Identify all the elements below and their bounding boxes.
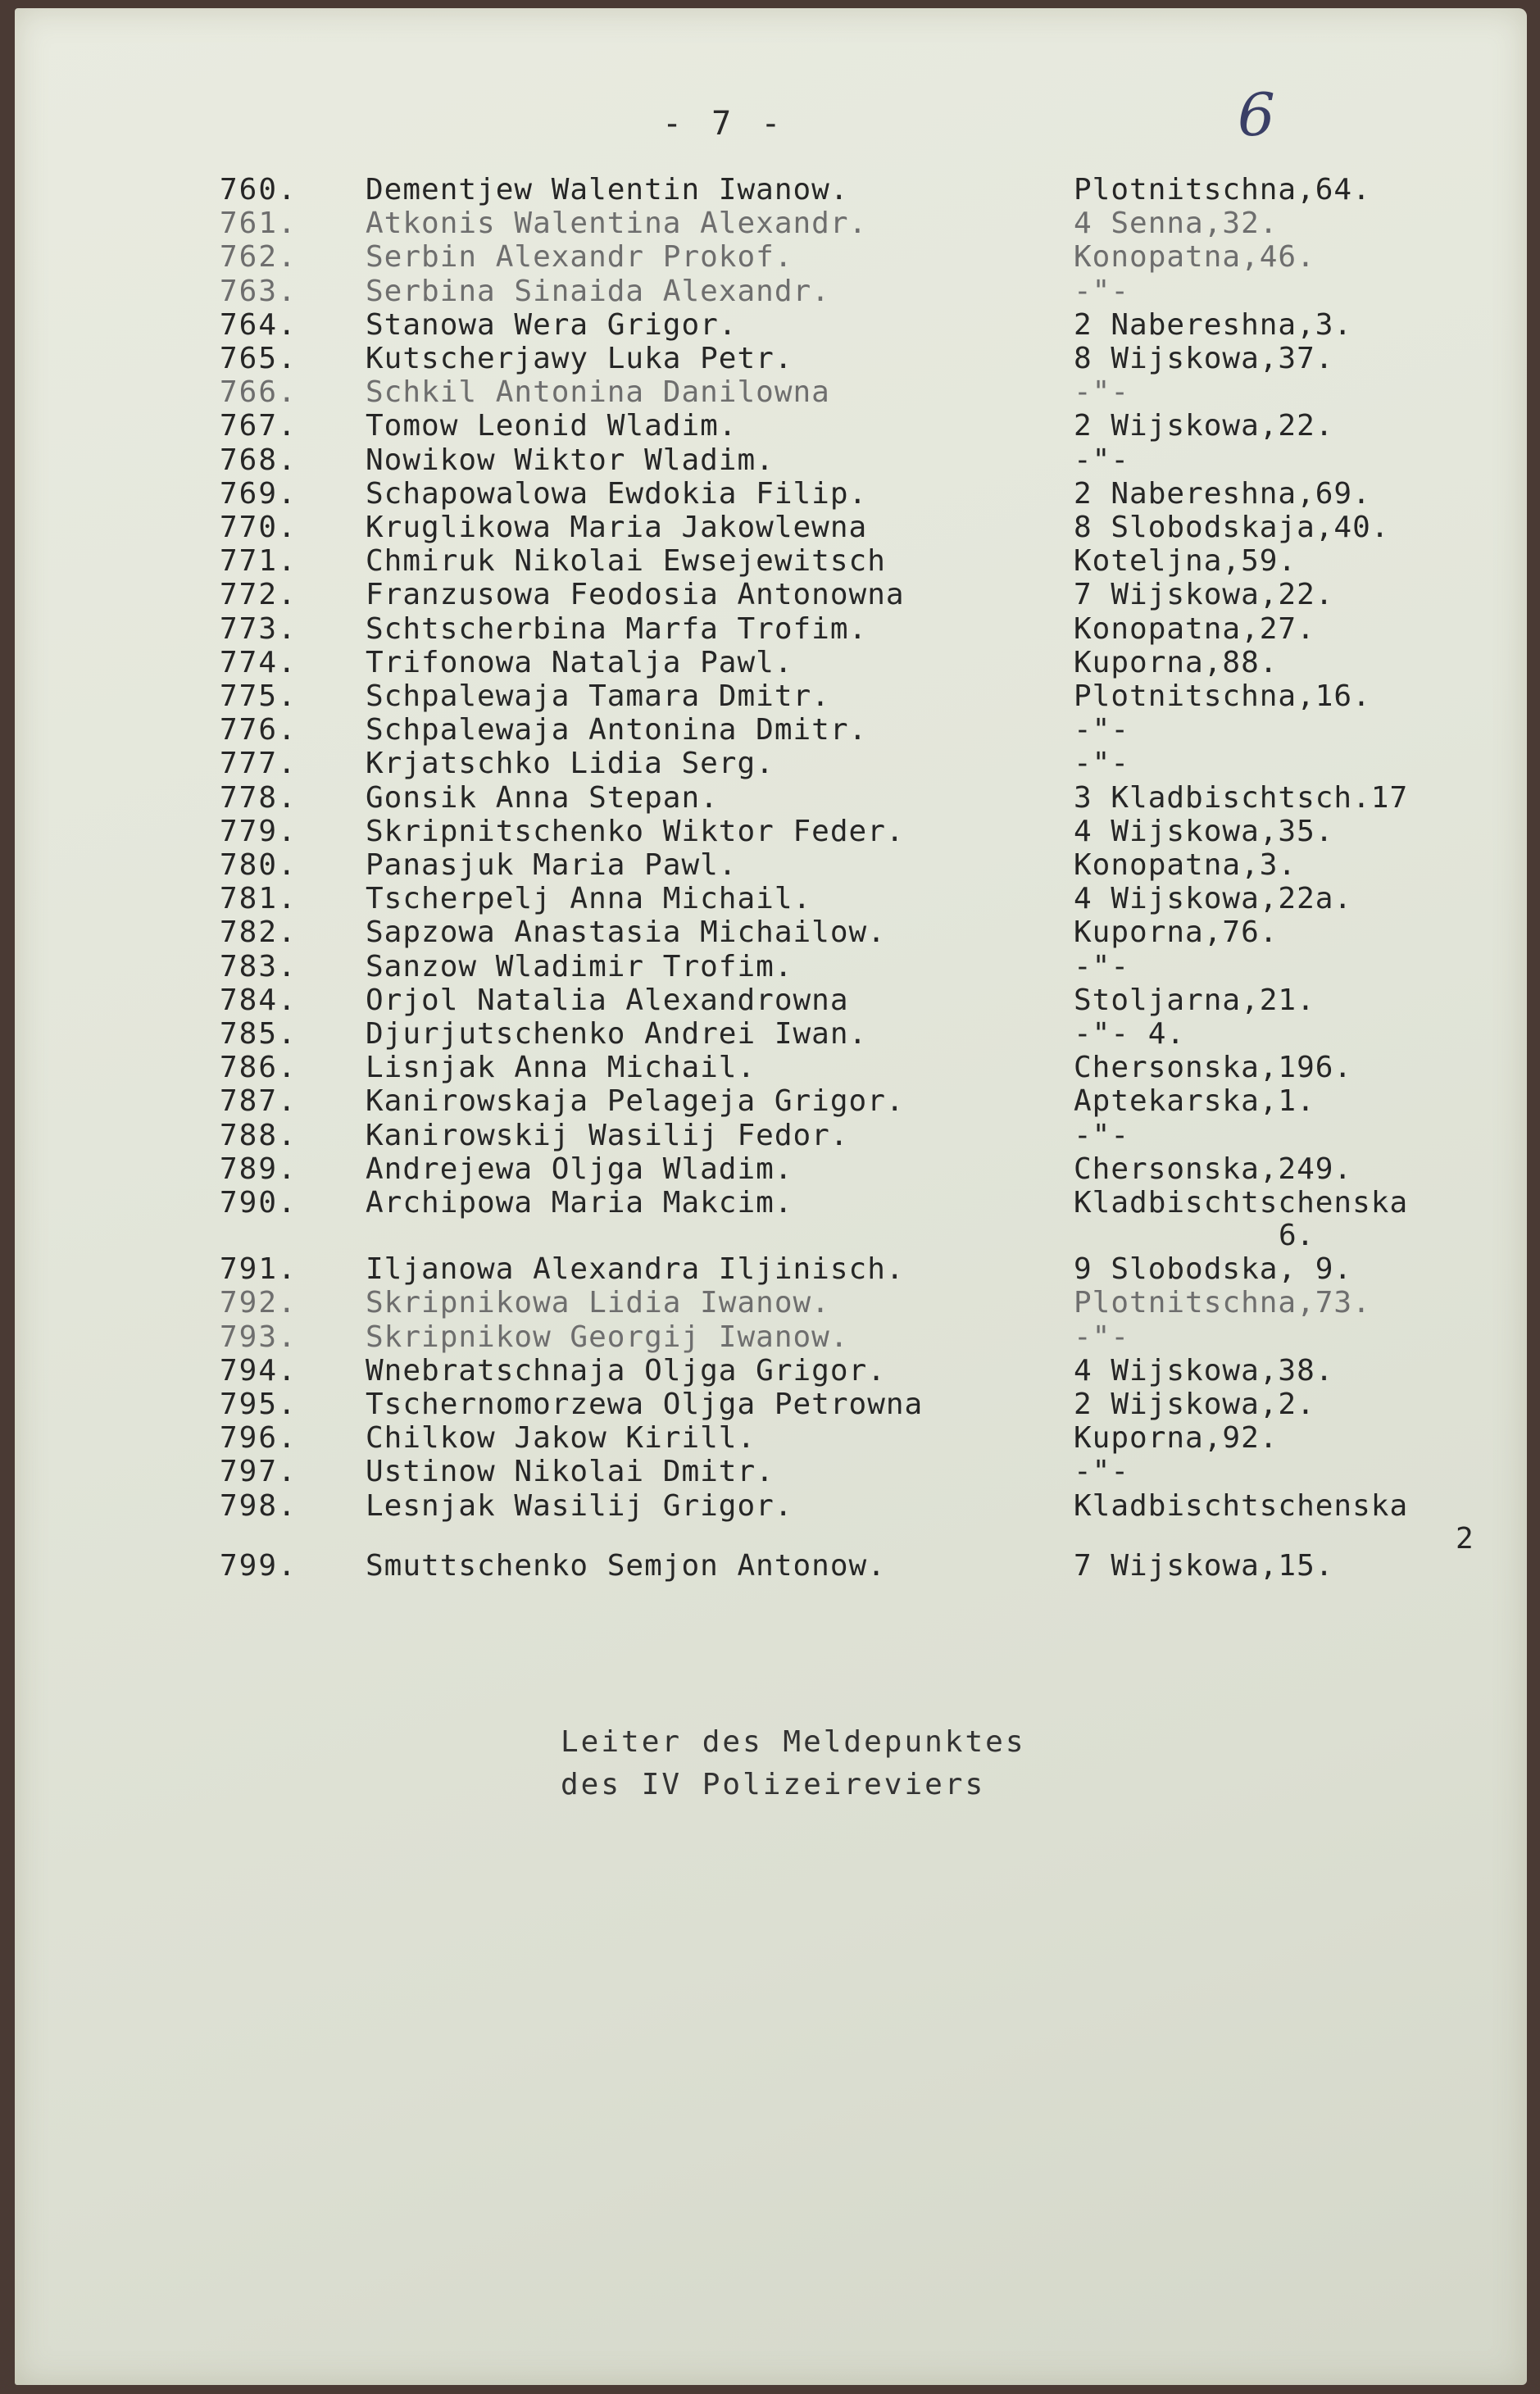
list-item: [0, 1355, 1540, 1388]
signature-block: [561, 1721, 1026, 1806]
entry-name: Skripnitschenko Wiktor Feder.: [366, 815, 905, 848]
entry-number: 792.: [220, 1286, 298, 1320]
entry-number: 779.: [220, 815, 298, 848]
entry-name: Kanirowskij Wasilij Fedor.: [366, 1119, 849, 1152]
entry-number: 778.: [220, 781, 298, 815]
list-item: [0, 680, 1540, 713]
entry-address: Kuporna,92.: [1074, 1421, 1279, 1455]
list-item: [0, 478, 1540, 511]
entry-address: Stoljarna,21.: [1074, 983, 1315, 1017]
entry-name: Chilkow Jakow Kirill.: [366, 1421, 756, 1455]
entry-number: 765.: [220, 342, 298, 375]
entry-name: Gonsik Anna Stepan.: [366, 781, 719, 815]
entry-name: Kanirowskaja Pelageja Grigor.: [366, 1084, 905, 1118]
entry-number: 769.: [220, 477, 298, 511]
entry-number: 795.: [220, 1388, 298, 1421]
entry-name: Lisnjak Anna Michail.: [366, 1051, 756, 1084]
entry-name: Panasjuk Maria Pawl.: [366, 848, 738, 882]
entry-number: 773.: [220, 612, 298, 646]
list-item: [0, 174, 1540, 207]
entry-name: Iljanowa Alexandra Iljinisch.: [366, 1252, 905, 1286]
signature-line-1: Leiter des Meldepunktes: [561, 1725, 1026, 1759]
list-item: [0, 207, 1540, 240]
entry-number: 796.: [220, 1421, 298, 1455]
entry-address: 4 Wijskowa,35.: [1074, 815, 1334, 848]
entry-name: Lesnjak Wasilij Grigor.: [366, 1489, 793, 1523]
entry-name: Serbina Sinaida Alexandr.: [366, 275, 830, 308]
entry-name: Kutscherjawy Luka Petr.: [366, 342, 793, 375]
entry-name: Dementjew Walentin Iwanow.: [366, 173, 849, 207]
entry-number: 787.: [220, 1084, 298, 1118]
page-number: - 7 -: [662, 105, 786, 143]
entry-address: Kladbischtschenska: [1074, 1489, 1409, 1523]
entry-name: Schkil Antonina Danilowna: [366, 375, 830, 409]
entry-address: 2 Nabereshna,69.: [1074, 477, 1371, 511]
entry-address: Aptekarska,1.: [1074, 1084, 1315, 1118]
entry-number: 775.: [220, 679, 298, 713]
entry-address: -"-: [1074, 375, 1130, 409]
entry-name: Kruglikowa Maria Jakowlewna: [366, 511, 868, 544]
list-item: [0, 1153, 1540, 1186]
entry-address: Plotnitschna,64.: [1074, 173, 1371, 207]
entry-number: 791.: [220, 1252, 298, 1286]
entry-name: Ustinow Nikolai Dmitr.: [366, 1455, 775, 1488]
list-item: [0, 883, 1540, 915]
entry-address: 2 Wijskowa,2.: [1074, 1388, 1315, 1421]
entry-number: 784.: [220, 983, 298, 1017]
entry-number: 766.: [220, 375, 298, 409]
entry-address: 4 Wijskowa,22a.: [1074, 882, 1353, 915]
entry-name: Stanowa Wera Grigor.: [366, 308, 738, 342]
entry-address: Kuporna,76.: [1074, 915, 1279, 949]
entry-address: Kladbischtschenska: [1074, 1186, 1409, 1220]
entry-address: -"-: [1074, 747, 1130, 780]
list-item: [0, 916, 1540, 949]
entry-name: Trifonowa Natalja Pawl.: [366, 646, 793, 679]
entry-name: Andrejewa Oljga Wladim.: [366, 1152, 793, 1186]
entry-address: 2 Nabereshna,3.: [1074, 308, 1353, 342]
entry-address-continued: 6.: [1279, 1219, 1315, 1252]
entry-name: Krjatschko Lidia Serg.: [366, 747, 775, 780]
list-item: [0, 1550, 1540, 1583]
entry-number: 763.: [220, 275, 298, 308]
entry-number: 783.: [220, 950, 298, 983]
entry-number: 788.: [220, 1119, 298, 1152]
entry-number: 764.: [220, 308, 298, 342]
entry-number: 761.: [220, 207, 298, 240]
entry-name: Skripnikowa Lidia Iwanow.: [366, 1286, 830, 1320]
entry-name: Skripnikow Georgij Iwanow.: [366, 1320, 849, 1354]
entry-address: -"-: [1074, 1320, 1130, 1354]
entry-name: Nowikow Wiktor Wladim.: [366, 443, 775, 477]
entry-address: Koteljna,59.: [1074, 544, 1297, 578]
list-item: [0, 1456, 1540, 1488]
entry-name: Atkonis Walentina Alexandr.: [366, 207, 868, 240]
entry-number: 798.: [220, 1489, 298, 1523]
entry-address: -"-: [1074, 275, 1130, 308]
entry-address: -"-: [1074, 1455, 1130, 1488]
entry-address: 4 Senna,32.: [1074, 207, 1279, 240]
entry-name: Schapowalowa Ewdokia Filip.: [366, 477, 868, 511]
folio-number: 6: [1238, 80, 1275, 149]
list-item: [0, 1422, 1540, 1455]
entry-address: -"-: [1074, 950, 1130, 983]
list-item: [0, 1489, 1540, 1556]
entry-name: Tscherpelj Anna Michail.: [366, 882, 812, 915]
entry-number: 768.: [220, 443, 298, 477]
entry-number: 789.: [220, 1152, 298, 1186]
entry-address: 7 Wijskowa,15.: [1074, 1549, 1334, 1583]
list-item: [0, 613, 1540, 646]
list-item: [0, 1287, 1540, 1320]
entry-address: Chersonska,196.: [1074, 1051, 1353, 1084]
list-item: [0, 782, 1540, 815]
entry-name: Tschernomorzewa Oljga Petrowna: [366, 1388, 924, 1421]
entry-address: Plotnitschna,73.: [1074, 1286, 1371, 1320]
entry-address: 4 Wijskowa,38.: [1074, 1354, 1334, 1388]
entry-address-continued: 2: [1456, 1522, 1474, 1556]
entry-number: 772.: [220, 578, 298, 611]
entry-number: 785.: [220, 1017, 298, 1051]
list-item: [0, 1321, 1540, 1354]
list-item: [0, 1018, 1540, 1051]
entry-address: -"-: [1074, 713, 1130, 747]
list-item: [0, 241, 1540, 274]
entry-name: Orjol Natalia Alexandrowna: [366, 983, 849, 1017]
entry-address: Konopatna,3.: [1074, 848, 1297, 882]
list-item: [0, 444, 1540, 477]
entry-name: Wnebratschnaja Oljga Grigor.: [366, 1354, 886, 1388]
entry-address: Konopatna,46.: [1074, 240, 1315, 274]
list-item: [0, 1186, 1540, 1252]
list-item: [0, 849, 1540, 882]
entry-name: Sanzow Wladimir Trofim.: [366, 950, 793, 983]
list-item: [0, 343, 1540, 375]
list-item: [0, 1120, 1540, 1152]
entry-number: 770.: [220, 511, 298, 544]
entry-number: 790.: [220, 1186, 298, 1220]
entry-number: 797.: [220, 1455, 298, 1488]
entry-name: Archipowa Maria Makcim.: [366, 1186, 793, 1220]
entry-name: Tomow Leonid Wladim.: [366, 409, 738, 443]
entry-number: 793.: [220, 1320, 298, 1354]
list-item: [0, 309, 1540, 342]
entry-address: 7 Wijskowa,22.: [1074, 578, 1334, 611]
entry-number: 760.: [220, 173, 298, 207]
signature-line-2: des IV Polizeireviers: [561, 1768, 986, 1801]
entry-number: 767.: [220, 409, 298, 443]
list-item: [0, 951, 1540, 983]
entry-number: 794.: [220, 1354, 298, 1388]
list-item: [0, 747, 1540, 780]
entry-address: -"-: [1074, 443, 1130, 477]
entry-number: 786.: [220, 1051, 298, 1084]
entry-number: 782.: [220, 915, 298, 949]
entry-address: Chersonska,249.: [1074, 1152, 1353, 1186]
entry-name: Serbin Alexandr Prokof.: [366, 240, 793, 274]
list-item: [0, 815, 1540, 848]
list-item: [0, 545, 1540, 578]
entry-address: -"- 4.: [1074, 1017, 1186, 1051]
entry-name: Smuttschenko Semjon Antonow.: [366, 1549, 886, 1583]
list-item: [0, 647, 1540, 679]
entry-number: 799.: [220, 1549, 298, 1583]
entry-number: 762.: [220, 240, 298, 274]
entry-address: -"-: [1074, 1119, 1130, 1152]
entry-name: Schpalewaja Antonina Dmitr.: [366, 713, 868, 747]
list-item: [0, 1085, 1540, 1118]
entry-address: 8 Wijskowa,37.: [1074, 342, 1334, 375]
entry-name: Franzusowa Feodosia Antonowna: [366, 578, 905, 611]
entry-number: 774.: [220, 646, 298, 679]
list-item: [0, 275, 1540, 308]
entry-name: Schtscherbina Marfa Trofim.: [366, 612, 868, 646]
list-item: [0, 579, 1540, 611]
entry-name: Sapzowa Anastasia Michailow.: [366, 915, 886, 949]
entry-address: Plotnitschna,16.: [1074, 679, 1371, 713]
list-item: [0, 511, 1540, 544]
entry-number: 780.: [220, 848, 298, 882]
list-item: [0, 1388, 1540, 1421]
entry-number: 781.: [220, 882, 298, 915]
list-item: [0, 410, 1540, 443]
entry-number: 776.: [220, 713, 298, 747]
entry-number: 771.: [220, 544, 298, 578]
list-item: [0, 1253, 1540, 1286]
list-item: [0, 714, 1540, 747]
entry-address: 9 Slobodska, 9.: [1074, 1252, 1353, 1286]
list-item: [0, 1052, 1540, 1084]
list-item: [0, 376, 1540, 409]
entry-address: Kuporna,88.: [1074, 646, 1279, 679]
entry-address: 8 Slobodskaja,40.: [1074, 511, 1390, 544]
entry-address: Konopatna,27.: [1074, 612, 1315, 646]
entry-address: 2 Wijskowa,22.: [1074, 409, 1334, 443]
list-item: [0, 984, 1540, 1017]
entry-name: Djurjutschenko Andrei Iwan.: [366, 1017, 868, 1051]
entry-number: 777.: [220, 747, 298, 780]
entry-name: Schpalewaja Tamara Dmitr.: [366, 679, 830, 713]
entry-address: 3 Kladbischtsch.17: [1074, 781, 1409, 815]
entry-name: Chmiruk Nikolai Ewsejewitsch: [366, 544, 886, 578]
